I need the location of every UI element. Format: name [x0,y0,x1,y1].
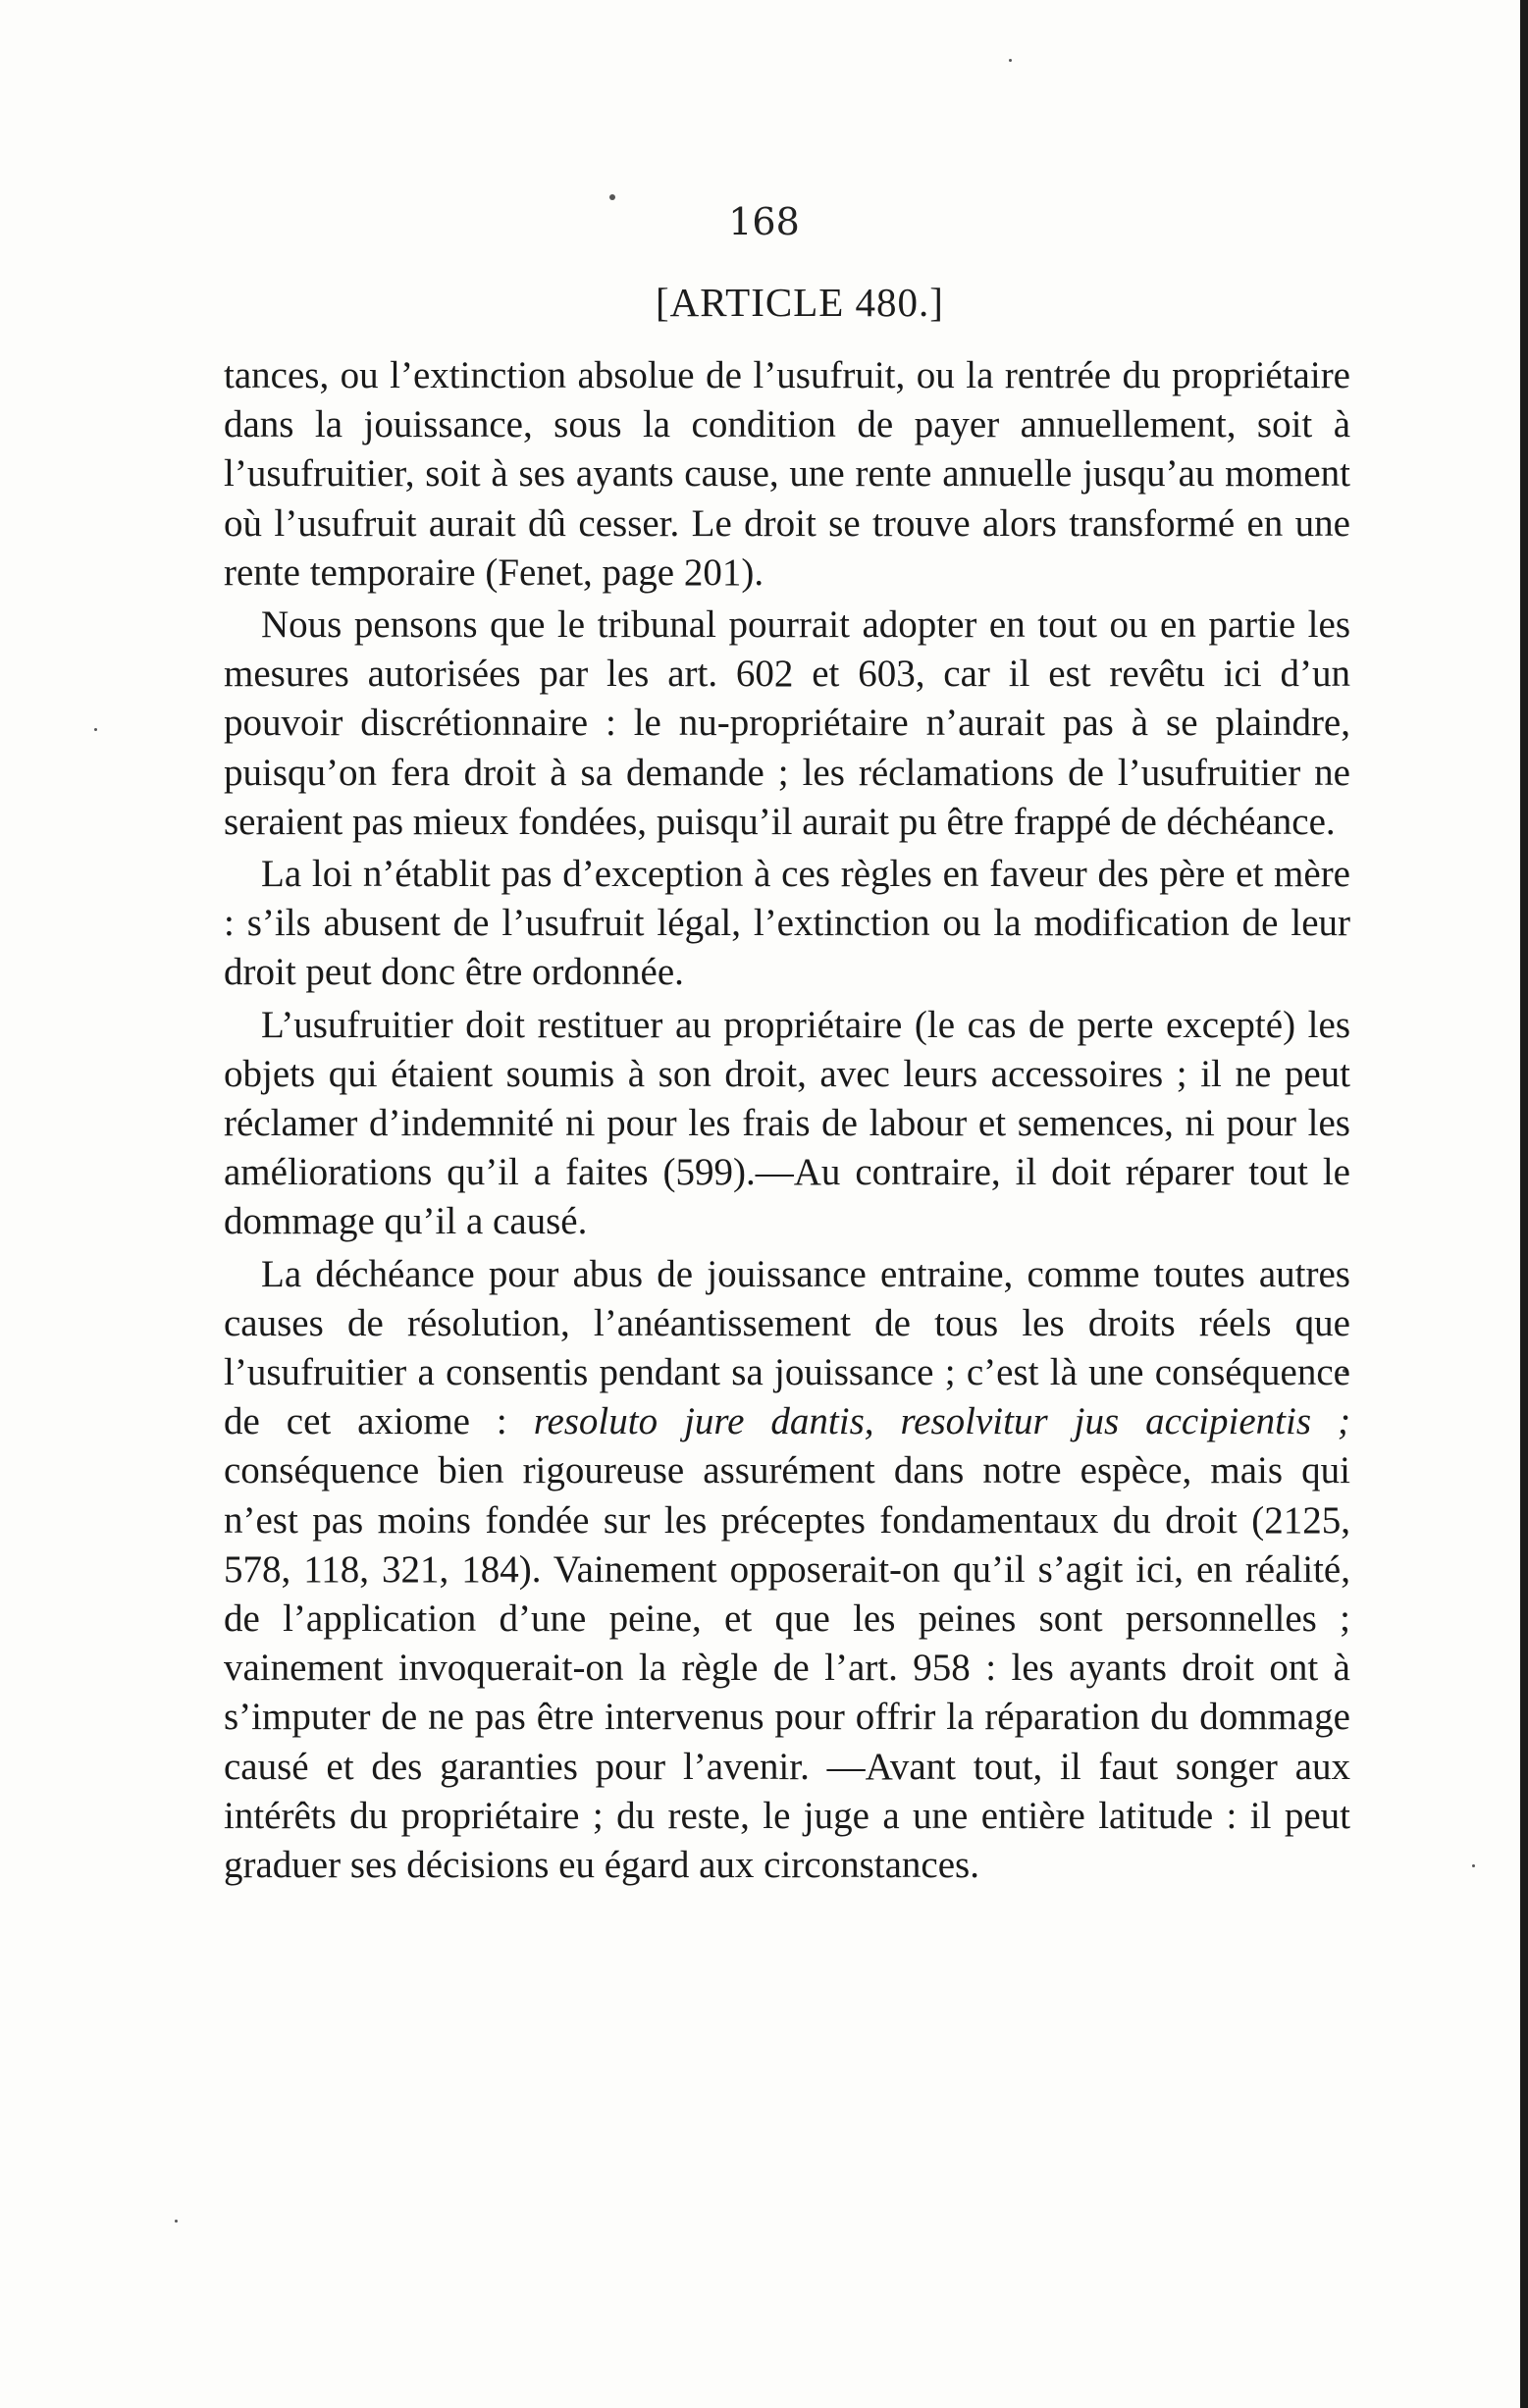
article-heading: [ARTICLE 480.] [656,280,944,325]
paragraph-text: tances, ou l’extinction absolue de l’usufruit, ou la rentrée du propriétaire dans la jouissance, sous la condition de payer annuellement, soit à l’usufruitier, soit à ses ayants cause, une rente annuelle jusqu’au moment où l’usufruit aurait dû cesser. Le droit se trouve alors transformé en une rente temporaire (Fenet, page 201). [224,354,1350,594]
paragraph-text: conséquence bien rigoureuse assurément dans notre espèce, mais qui n’est pas moins fondée sur les préceptes fondamentaux du droit (2125, 578, 118, 321, 184). Vainement opposerait-on qu’il s’agit ici, en réalité, de l’application d’une peine, et que les peines sont personnelles ; vainement invoquerait-on la règle de l’art. 958 : les ayants droit ont à s’imputer de ne pas être intervenus pour offrir la réparation du dommage causé et des garanties pour l’avenir. —Avant tout, il faut songer aux intérêts du propriétaire ; du reste, le juge a une entière latitude : il peut graduer ses décisions eu égard aux circonstances. [224,1449,1350,1887]
paragraph-text: Nous pensons que le tribunal pourrait adopter en tout ou en partie les mesures autorisées par les art. 602 et 603, car il est revêtu ici d’un pouvoir discrétionnaire : le nu-propriétaire n’aurait pas à se plaindre, puisqu’on fera droit à sa demande ; les réclamations de l’usufruitier ne seraient pas mieux fondées, puisqu’il aurait pu être frappé de déchéance. [224,603,1350,843]
paragraph-text: La loi n’établit pas d’exception à ces règles en faveur des père et mère : s’ils abusent de l’usufruit légal, l’extinction ou la modification de leur droit peut donc être ordonnée. [224,853,1350,994]
scan-speck [175,2220,178,2223]
body-text [224,351,1350,1890]
latin-maxim: resoluto jure dantis, resolvitur jus accipientis ; [533,1400,1350,1443]
scan-speck [1472,1864,1475,1867]
page-number: 168 [728,200,800,243]
paragraph [224,850,1350,998]
paragraph [224,1250,1350,1891]
paragraph-text: L’usufruitier doit restituer au propriétaire (le cas de perte excepté) les objets qui étaient soumis à son droit, avec leurs accessoires ; il ne peut réclamer d’indemnité ni pour les frais de labour et semences, ni pour les améliorations qu’il a faites (599).—Au contraire, il doit réparer tout le dommage qu’il a causé. [224,1003,1350,1243]
paragraph-continuation [224,351,1350,598]
paragraph [224,1001,1350,1247]
scan-speck [94,728,97,731]
paragraph-text: La déchéance pour abus de jouissance entraine, comme toutes autres causes de résolution, l’anéantissement de tous les droits réels que l’usufruitier a consentis pendant sa jouissance ; c’est là une conséquence de cet axiome : [224,1252,1350,1443]
scan-speck [1009,59,1012,62]
paragraph [224,601,1350,847]
page-edge-shadow [1520,0,1528,2408]
